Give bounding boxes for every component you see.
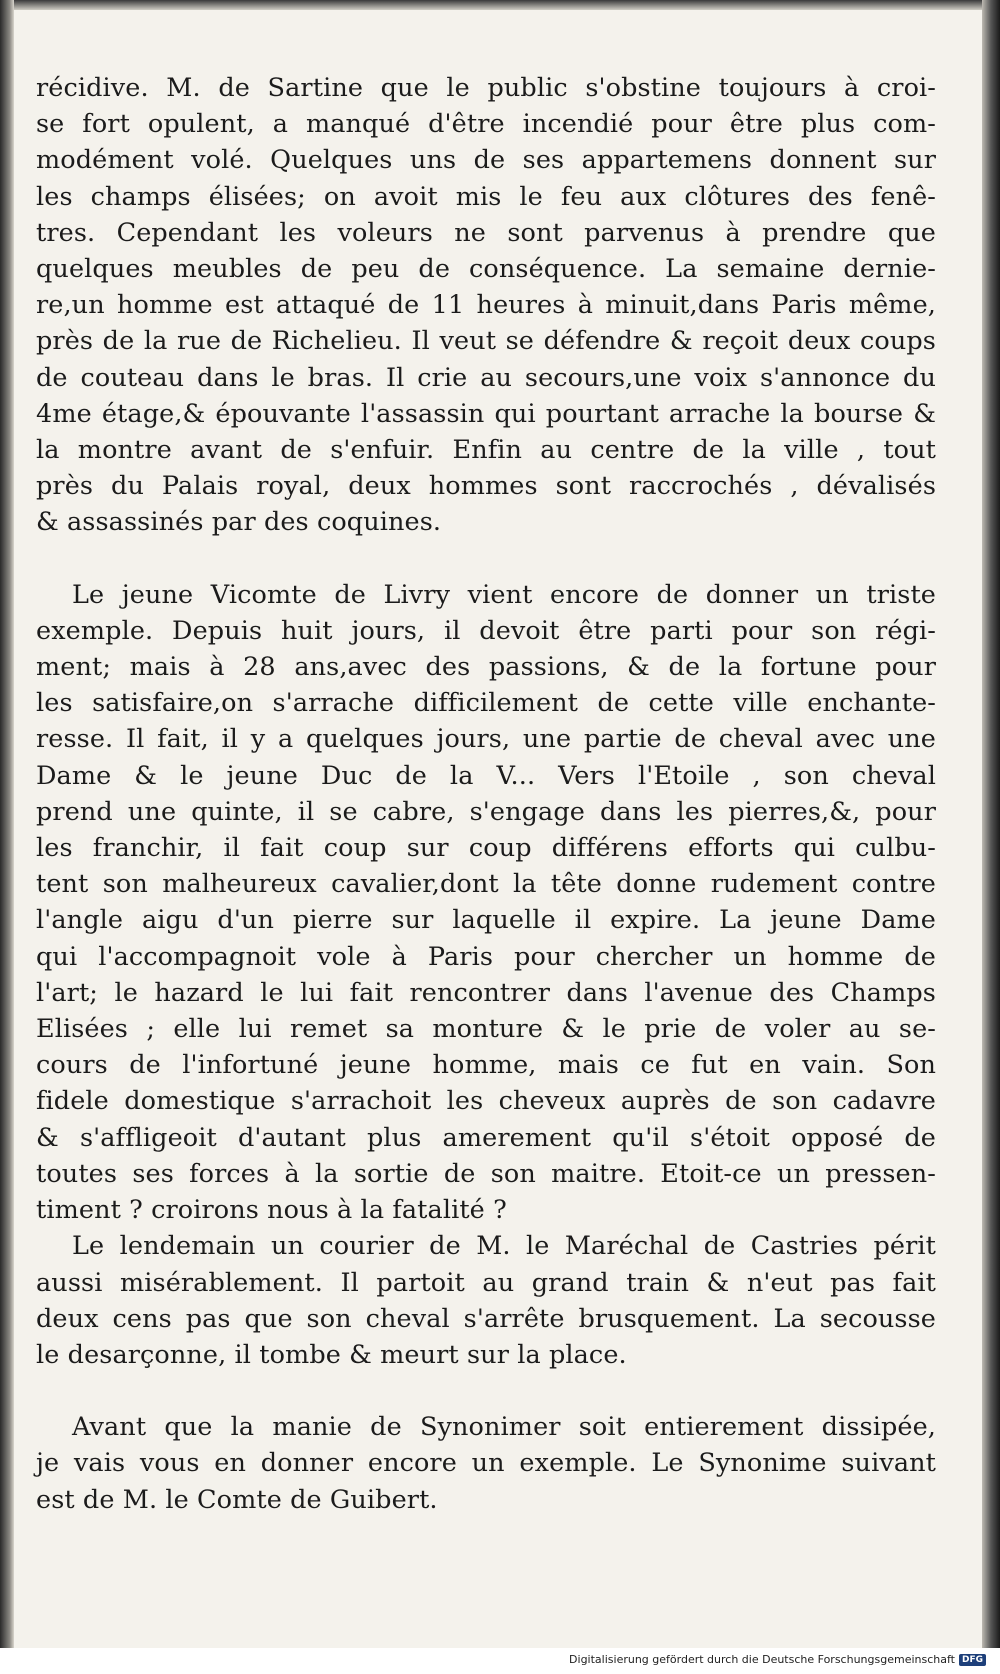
text-line: cours de l'infortuné jeune homme, mais ce fut en vain. Son [36,1050,936,1081]
text-line: & assassinés par des coquines. [36,507,442,538]
text-line: les satisfaire,on s'arrache difficilement de cette ville enchante- [36,688,936,719]
text-line: & s'affligeoit d'autant plus amerement qu'il s'étoit opposé de [36,1122,936,1153]
text-line: l'art; le hazard le lui fait rencontrer dans l'avenue des Champs [36,977,936,1008]
digitization-credit [569,1653,986,1666]
page-edge-left [0,0,14,1674]
text-line: près de la rue de Richelieu. Il veut se défendre & reçoit deux coups [36,326,936,357]
text-line: je vais vous en donner encore un exemple. Le Synonime suivant [36,1448,936,1479]
text-line: tent son malheureux cavalier,dont la tête donne rudement contre [36,869,936,900]
text-line: la montre avant de s'enfuir. Enfin au centre de la ville , tout [36,435,936,466]
text-line: prend une quinte, il se cabre, s'engage dans les pierres,&, pour [36,796,936,827]
text-line: Avant que la manie de Synonimer soit entierement dissipée, [72,1412,936,1443]
text-line: Elisées ; elle lui remet sa monture & le prie de voler au se- [36,1014,936,1045]
text-line: exemple. Depuis huit jours, il devoit être parti pour son régi- [36,615,936,646]
text-line: les champs élisées; on avoit mis le feu aux clôtures des fenê- [36,181,936,212]
text-line: près du Palais royal, deux hommes sont raccrochés , dévalisés [36,471,936,502]
text-line: ment; mais à 28 ans,avec des passions, & de la fortune pour [36,652,936,683]
dfg-logo: DFG [959,1654,986,1666]
text-line: re,un homme est attaqué de 11 heures à minuit,dans Paris même, [36,290,936,321]
text-line: aussi misérablement. Il partoit au grand train & n'eut pas fait [36,1267,936,1298]
text-line: de couteau dans le bras. Il crie au secours,une voix s'annonce du [36,362,936,393]
text-line: est de M. le Comte de Guibert. [36,1484,438,1515]
text-line: qui l'accompagnoit vole à Paris pour chercher un homme de [36,941,936,972]
text-line: Le lendemain un courier de M. le Maréchal de Castries périt [72,1231,936,1262]
text-line: quelques meubles de peu de conséquence. La semaine dernie- [36,254,936,285]
text-line: modément volé. Quelques uns de ses appartemens donnent sur [36,145,936,176]
page-body [36,70,936,1518]
text-line: resse. Il fait, il y a quelques jours, une partie de cheval avec une [36,724,936,755]
paragraph-livry [36,577,936,1229]
text-line: timent ? croirons nous à la fatalité ? [36,1195,507,1226]
paragraph-synonimer [36,1409,936,1518]
text-line: récidive. M. de Sartine que le public s'obstine toujours à croi- [36,73,936,103]
text-line: tres. Cependant les voleurs ne sont parvenus à prendre que [36,217,936,248]
paragraph-castries [36,1228,936,1373]
text-line: fidele domestique s'arrachoit les cheveux auprès de son cadavre [36,1086,936,1117]
page-edge-top [0,0,1000,10]
text-line: se fort opulent, a manqué d'être incendié pour être plus com- [36,109,936,140]
text-line: Le jeune Vicomte de Livry vient encore de donner un triste [72,579,936,610]
paragraph-sartine [36,70,936,541]
credit-text: Digitalisierung gefördert durch die Deutsche Forschungsgemeinschaft [569,1653,955,1666]
text-line: Dame & le jeune Duc de la V... Vers l'Etoile , son cheval [36,760,936,791]
text-line: deux cens pas que son cheval s'arrête brusquement. La secousse [36,1303,936,1334]
text-line: le desarçonne, il tombe & meurt sur la place. [36,1339,627,1370]
text-line: toutes ses forces à la sortie de son maitre. Etoit-ce un pressen- [36,1158,936,1189]
page-edge-right [982,0,1000,1674]
text-line: l'angle aigu d'un pierre sur laquelle il expire. La jeune Dame [36,905,936,936]
text-line: 4me étage,& épouvante l'assassin qui pourtant arrache la bourse & [36,398,936,429]
text-line: les franchir, il fait coup sur coup différens efforts qui culbu- [36,833,936,864]
